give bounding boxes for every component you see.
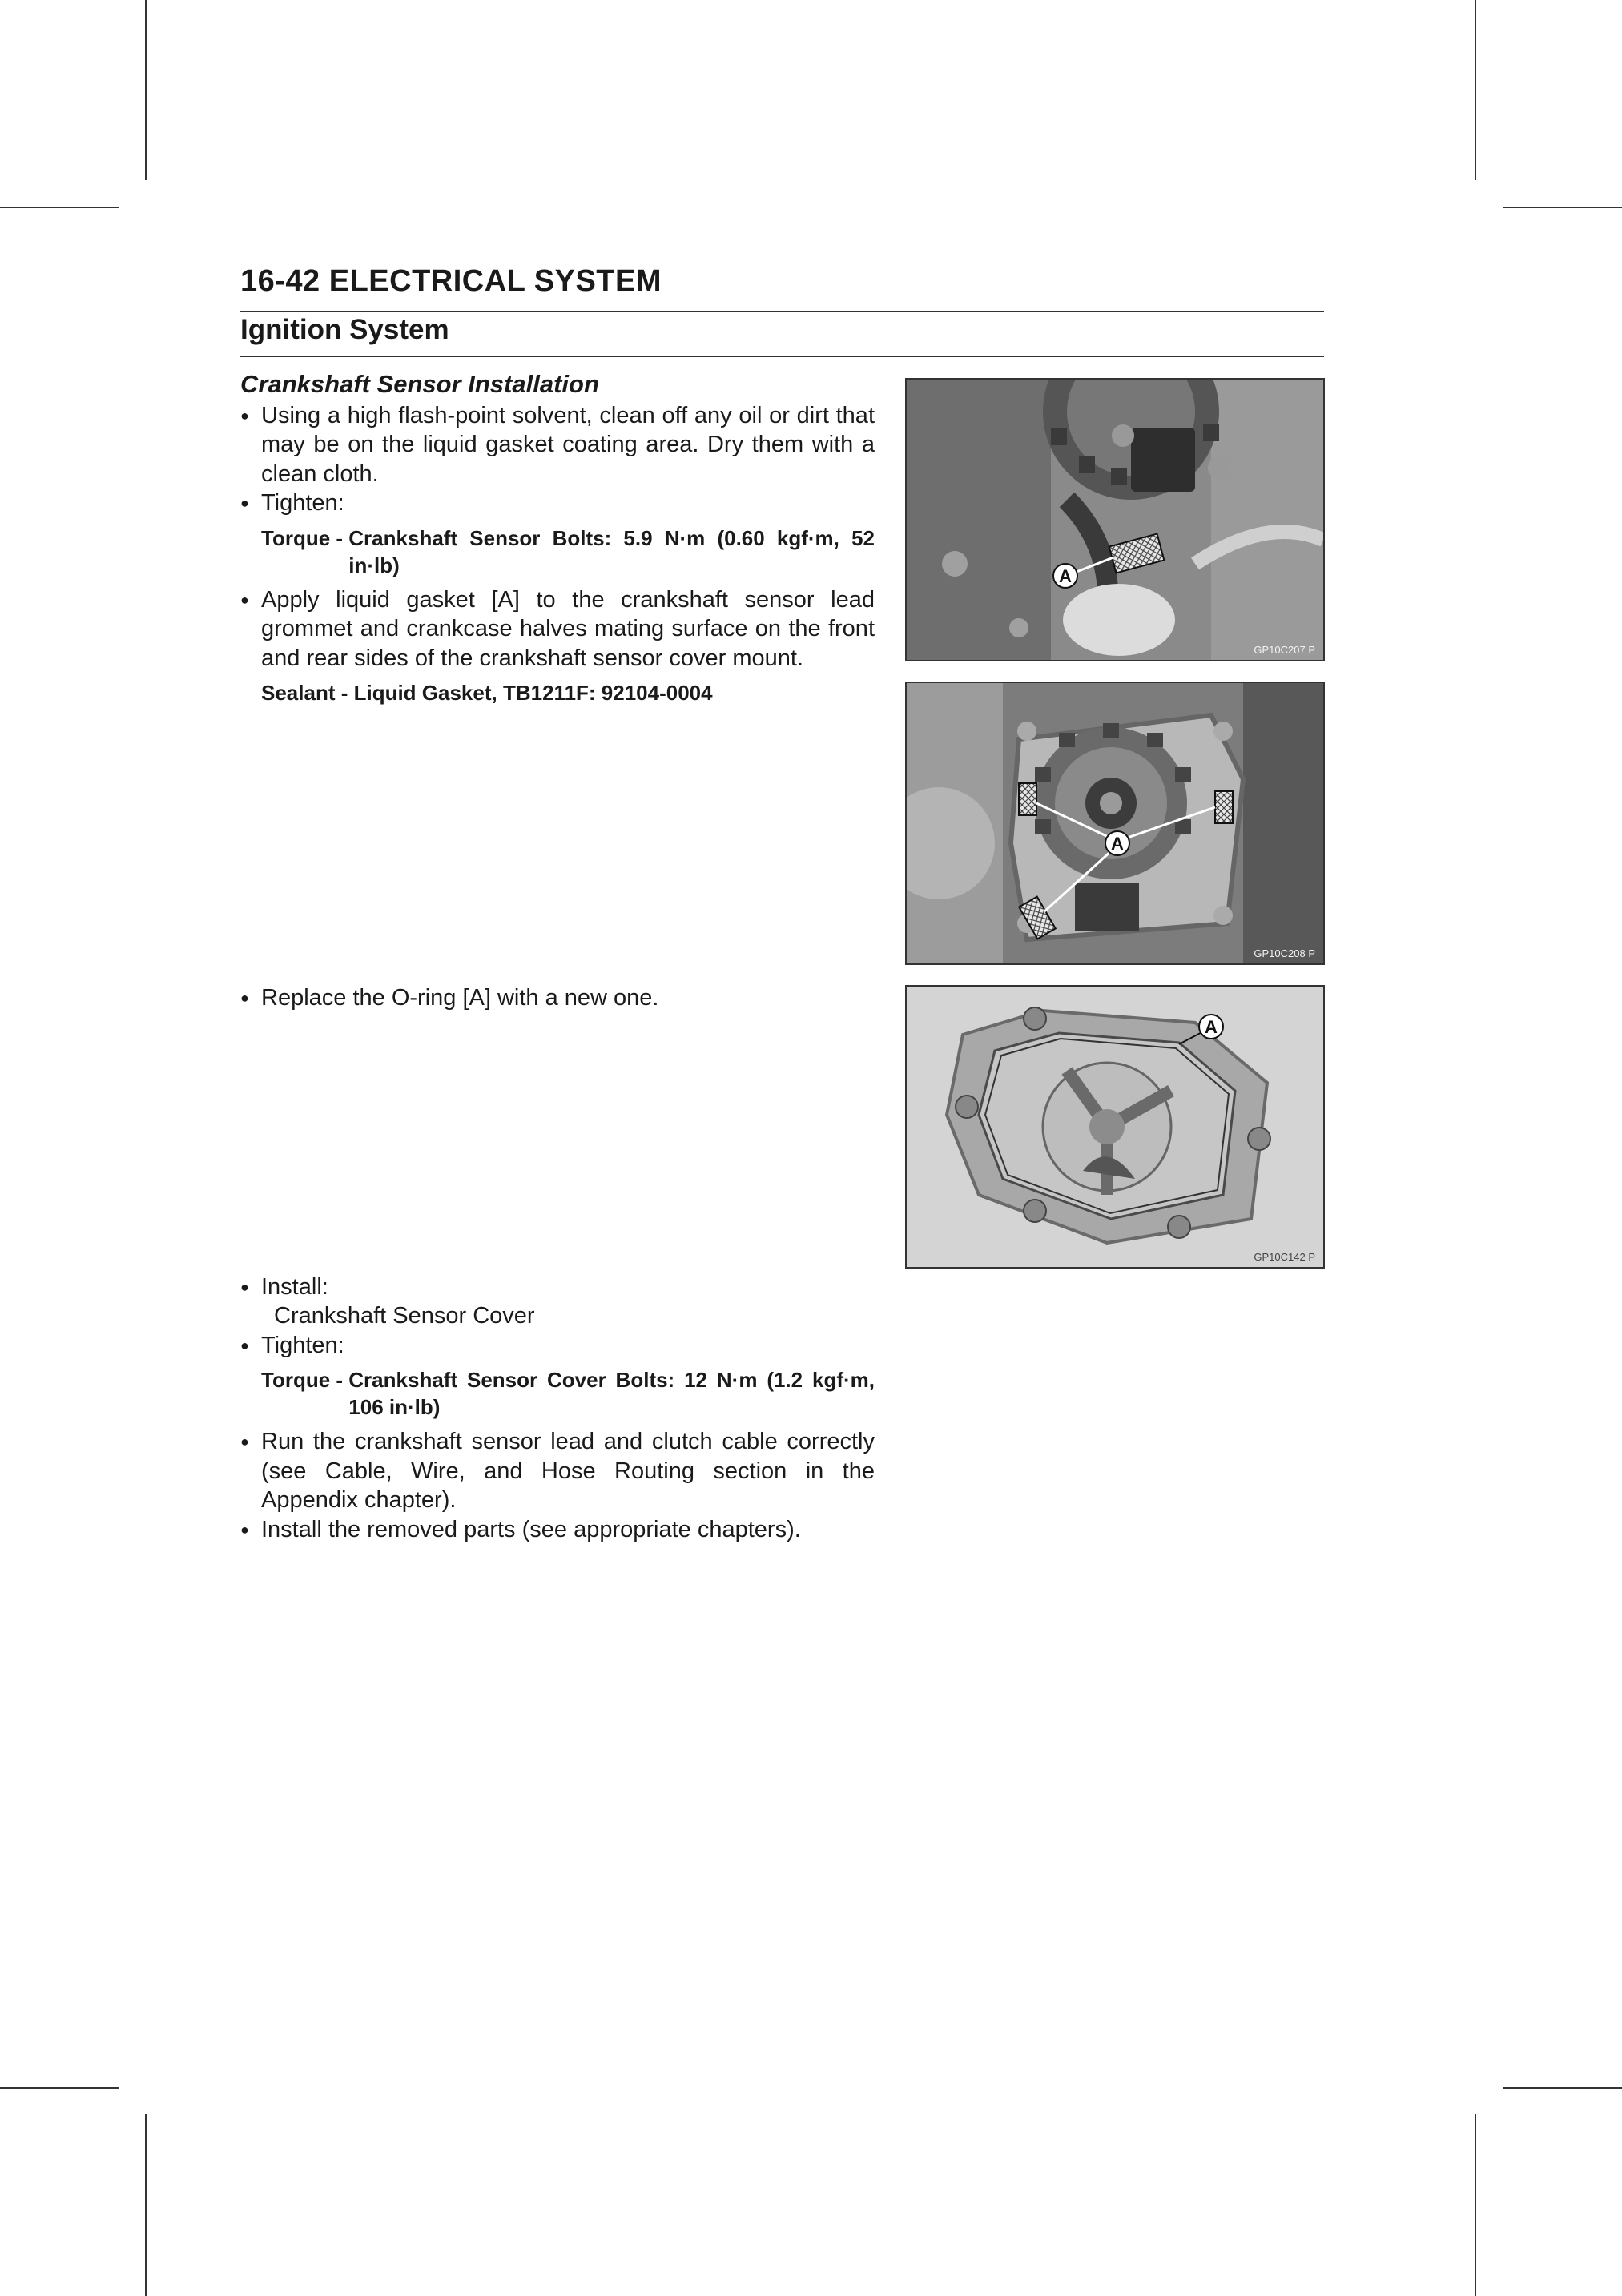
callout-label: A [1205, 1017, 1218, 1037]
photo-illustration [907, 987, 1323, 1267]
photo-illustration [907, 683, 1323, 963]
crop-mark [145, 0, 147, 180]
list-subitem: Crankshaft Sensor Cover [274, 1303, 535, 1329]
figure-crankshaft-sensor [905, 378, 1325, 661]
list-item: ● Using a high flash-point solvent, clean off any oil or dirt that may be on the liquid gasket coating area. Dry them with a clean cloth. [240, 401, 875, 489]
sealant-spec [261, 679, 875, 706]
crop-mark [1475, 2114, 1476, 2296]
page-header: 16-42 ELECTRICAL SYSTEM [240, 264, 662, 298]
spec-value: Liquid Gasket, TB1211F: 92104-0004 [353, 681, 713, 705]
figure-code: GP10C142 P [1254, 1251, 1315, 1263]
list-item: ● Apply liquid gasket [A] to the crankshaft sensor lead grommet and crankcase halves mating surface on the front and rear sides of the crankshaft sensor cover mount. [240, 585, 875, 674]
header-rule [240, 311, 1324, 312]
figure-code: GP10C207 P [1254, 644, 1315, 656]
spec-value: Crankshaft Sensor Bolts: 5.9 N·m (0.60 kgf·m, 52 in·lb) [348, 525, 875, 577]
crop-mark [1503, 207, 1622, 208]
torque-spec [261, 525, 875, 579]
spec-label: Sealant - [261, 681, 354, 705]
list-item: ● Install the removed parts (see appropriate chapters). [240, 1515, 875, 1545]
callout-label: A [1111, 834, 1124, 854]
section-title: Ignition System [240, 314, 449, 345]
torque-spec [261, 1366, 875, 1421]
figure-code: GP10C208 P [1254, 947, 1315, 959]
crop-mark [145, 2114, 147, 2296]
crop-mark [0, 207, 119, 208]
figure-liquid-gasket [905, 682, 1325, 965]
crop-mark [1503, 2087, 1622, 2089]
instruction-column [240, 370, 875, 1544]
figure-sensor-cover-oring [905, 985, 1325, 1269]
crop-mark [1475, 0, 1476, 180]
list-item: ● Tighten: [240, 489, 875, 518]
spec-label: Torque - [261, 1368, 349, 1392]
list-item: ● Install: [240, 1273, 875, 1302]
list-item: ● Tighten: [240, 1331, 875, 1361]
list-item: ● Replace the O-ring [A] with a new one. [240, 983, 875, 1013]
callout-label: A [1059, 566, 1072, 586]
list-item: ● Run the crankshaft sensor lead and clutch cable correctly (see Cable, Wire, and Hose Routing section in the Appendix chapter). [240, 1427, 875, 1515]
section-rule [240, 356, 1324, 357]
spec-label: Torque - [261, 525, 349, 550]
photo-illustration [907, 380, 1323, 660]
spec-value: Crankshaft Sensor Cover Bolts: 12 N·m (1.2 kgf·m, 106 in·lb) [348, 1368, 875, 1419]
crop-mark [0, 2087, 119, 2089]
subheading: Crankshaft Sensor Installation [240, 370, 599, 398]
